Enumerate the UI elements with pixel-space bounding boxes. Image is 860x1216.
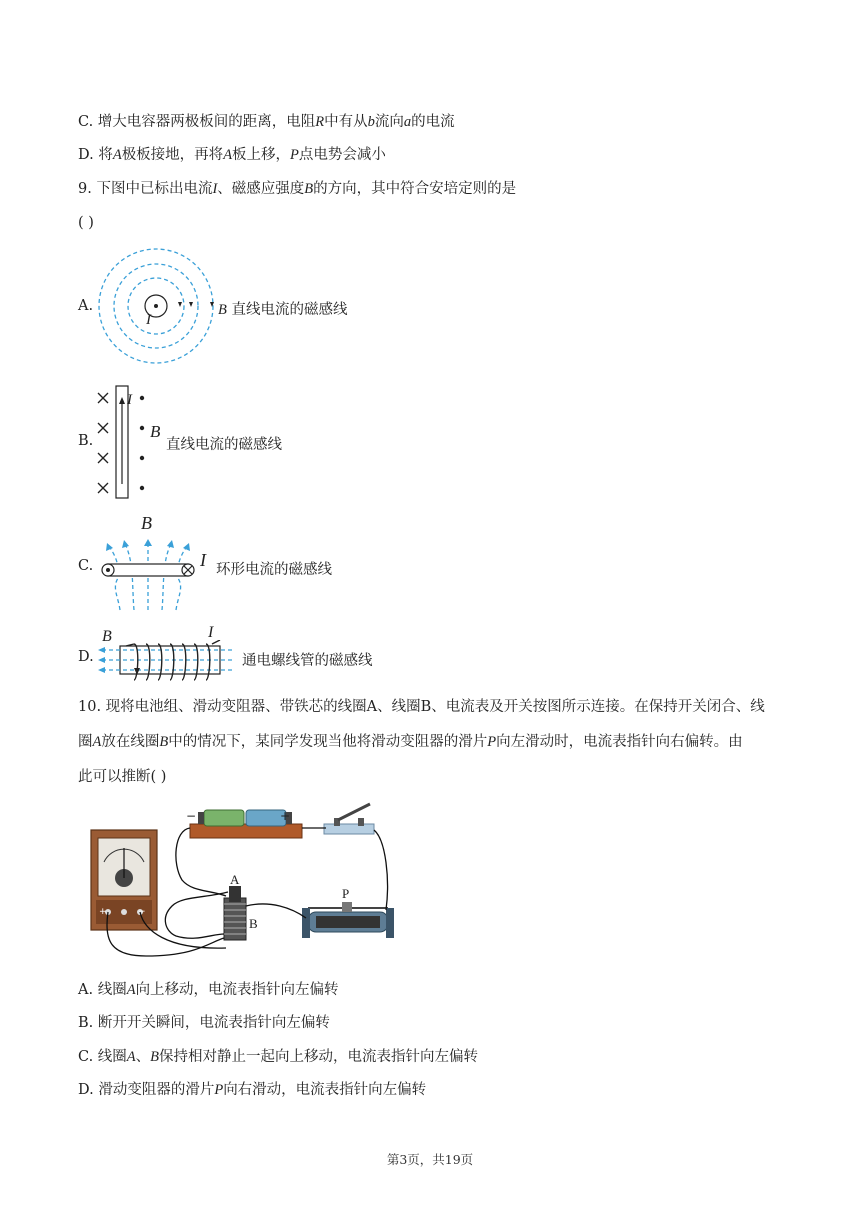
q9-option-c-caption: 环形电流的磁感线 — [216, 562, 332, 578]
q9-option-c-label: C. — [78, 558, 94, 574]
page-footer: 第3页，共19页 — [386, 1152, 474, 1167]
svg-text:B: B — [249, 916, 258, 931]
coil-icon — [224, 886, 246, 940]
q10-stem-line3: 此可以推断( ) — [78, 769, 167, 785]
q9-answer-paren: ( ) — [78, 215, 94, 231]
q10-stem-line1: 10. 现将电池组、滑动变阻器、带铁芯的线圈A、线圈B、电流表及开关按图所示连接。在保持开关闭合、线 — [78, 699, 765, 715]
svg-text:−: − — [138, 907, 146, 917]
q9-d-current-symbol: I — [208, 624, 214, 641]
q9-option-a-label: A. — [78, 298, 94, 314]
q9-option-d-label: D. — [78, 649, 94, 665]
q9-stem: 9. 下图中已标出电流I、磁感应强度B的方向，其中符合安培定则的是 — [78, 181, 517, 197]
q8-option-c: C. 增大电容器两极板间的距离，电阻R中有从b流向a的电流 — [78, 114, 455, 130]
q9-b-current-symbol: I — [127, 392, 132, 408]
q10-option-c: C. 线圈A、B保持相对静止一起向上移动，电流表指针向左偏转 — [78, 1049, 479, 1065]
q9-b-field-symbol: B — [150, 422, 161, 441]
svg-text:P: P — [342, 886, 350, 901]
q9-d-field-symbol: B — [102, 628, 112, 645]
q9-a-current-symbol: I — [146, 312, 151, 328]
q9-c-current-symbol: I — [200, 550, 206, 570]
q10-option-a: A. 线圈A向上移动，电流表指针向左偏转 — [78, 982, 339, 998]
q10-option-b: B. 断开开关瞬间，电流表指针向左偏转 — [78, 1015, 330, 1031]
rheostat-icon — [302, 902, 394, 938]
q9-option-d-caption: 通电螺线管的磁感线 — [242, 653, 373, 669]
q9-c-field-symbol: B — [141, 513, 152, 533]
svg-text:−: − — [186, 809, 197, 823]
ring-current-field-figure — [96, 538, 200, 614]
svg-text:+: + — [280, 809, 291, 823]
induction-circuit-figure — [86, 800, 396, 960]
q9-option-b-label: B. — [78, 433, 94, 449]
q10-stem-line2: 圈A放在线圈B中的情况下，某同学发现当他将滑动变阻器的滑片P向左滑动时，电流表指针向右偏转。由 — [78, 734, 743, 750]
q9-option-a-caption: B 直线电流的磁感线 — [218, 302, 348, 318]
solenoid-field-figure — [96, 640, 236, 684]
svg-text:+: + — [99, 907, 107, 917]
svg-text:A: A — [230, 872, 240, 887]
q10-option-d: D. 滑动变阻器的滑片P向右滑动，电流表指针向左偏转 — [78, 1082, 427, 1098]
q9-option-b-caption: 直线电流的磁感线 — [166, 437, 282, 453]
concentric-field-figure — [96, 246, 216, 366]
switch-icon — [324, 804, 374, 834]
q8-option-d: D. 将A极板接地，再将A板上移，P点电势会减小 — [78, 147, 386, 163]
